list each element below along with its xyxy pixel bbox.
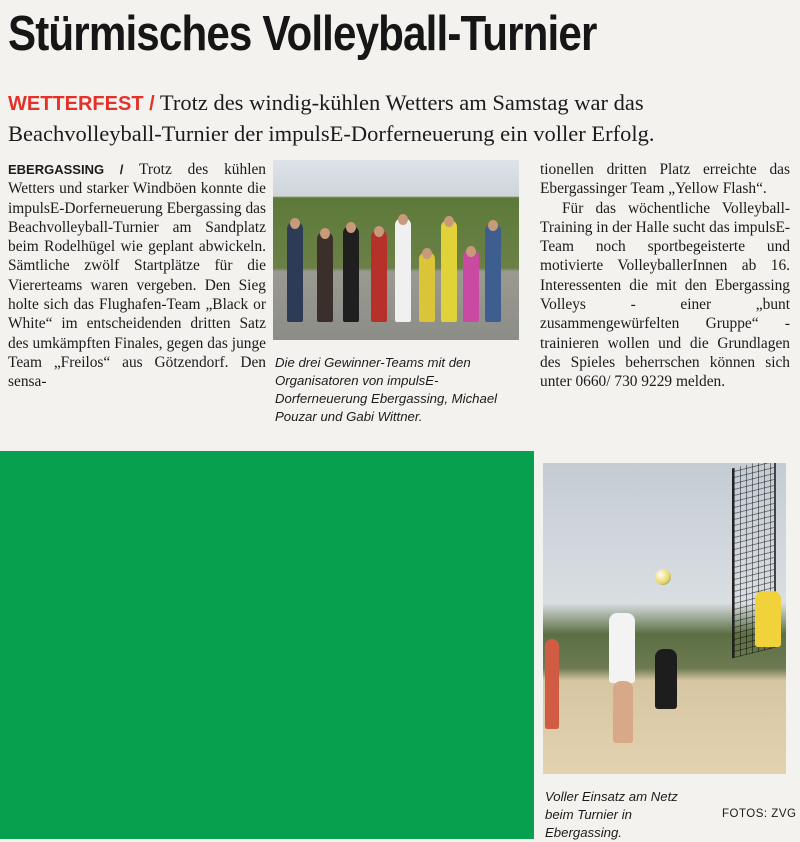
- photo-head: [290, 218, 300, 229]
- column-3-paragraph-2: Für das wöchentliche Volleyball-Training in der Halle sucht das impulsE-Team noch sportbegeisterte und motivierte VolleyballerInnen ab 16. Interessenten die mit den Ebergassing Volleys - einer „bunt zusammengewürfelten Gruppe“ - trainieren wollen und die Grundlagen des Spieles beherrschen können sich unter 0660/ 730 9229 melden.: [540, 199, 790, 391]
- group-photo-caption: Die drei Gewinner-Teams mit den Organisatoren von impulsE-Dorferneuerung Ebergassing, Michael Pouzar und Gabi Wittner.: [275, 355, 498, 424]
- kicker: WETTERFEST /: [8, 93, 155, 115]
- article-column-3: [540, 160, 790, 392]
- player-jumping: [609, 613, 635, 683]
- photo-head: [488, 220, 498, 231]
- photo-person: [287, 222, 303, 322]
- photo-head: [374, 226, 384, 237]
- headline: Stürmisches Volleyball-Turnier: [8, 7, 597, 61]
- lead-paragraph: [8, 88, 798, 149]
- player-legs: [613, 681, 633, 743]
- photo-person: [343, 226, 359, 322]
- volleyball-ball: [655, 569, 671, 585]
- photo-head: [422, 248, 432, 259]
- photo-person: [463, 250, 479, 322]
- photo-head: [466, 246, 476, 257]
- green-overlay-box: [0, 451, 534, 839]
- photo-person: [441, 220, 457, 322]
- group-photo: [273, 160, 519, 340]
- photo-person: [395, 218, 411, 322]
- player-standing: [655, 649, 677, 709]
- photo-person: [485, 224, 501, 322]
- player-edge: [545, 639, 559, 729]
- article-column-1: [8, 160, 266, 392]
- photo-person: [419, 252, 435, 322]
- column-3-paragraph-1: tionellen dritten Platz erreichte das Ebergassinger Team „Yellow Flash“.: [540, 161, 790, 198]
- photo-person: [317, 232, 333, 322]
- player-blocking: [755, 591, 781, 647]
- volleyball-action-photo: [543, 463, 786, 774]
- photo-person: [371, 230, 387, 322]
- photo-head: [320, 228, 330, 239]
- lead-text: Trotz des windig-kühlen Wetters am Samstag war das Beachvolleyball-Turnier der impulsE-Dorferneuerung ein voller Erfolg.: [8, 90, 655, 146]
- photo-head: [398, 214, 408, 225]
- column-1-text: Trotz des kühlen Wetters und starker Windböen konnte die impulsE-Dorferneuerung Ebergassing das Beachvolleyball-Turnier am Sandplatz beim Rodelhügel wie geplant abwickeln. Sämtliche zwölf Startplätze für die Viererteams waren vergeben. Den Sieg holte sich das Flughafen-Team „Black or White“ im entscheidenden dritten Satz des umkämpften Finales, gegen das junge Team „Freilos“ aus Götzendorf. Den sensa-: [8, 161, 266, 391]
- photo-head: [444, 216, 454, 227]
- action-photo-caption: Voller Einsatz am Netz beim Turnier in Ebergassing.: [545, 789, 678, 840]
- photo-head: [346, 222, 356, 233]
- dateline: EBERGASSING /: [8, 162, 124, 177]
- photo-credit: FOTOS: ZVG: [722, 808, 797, 820]
